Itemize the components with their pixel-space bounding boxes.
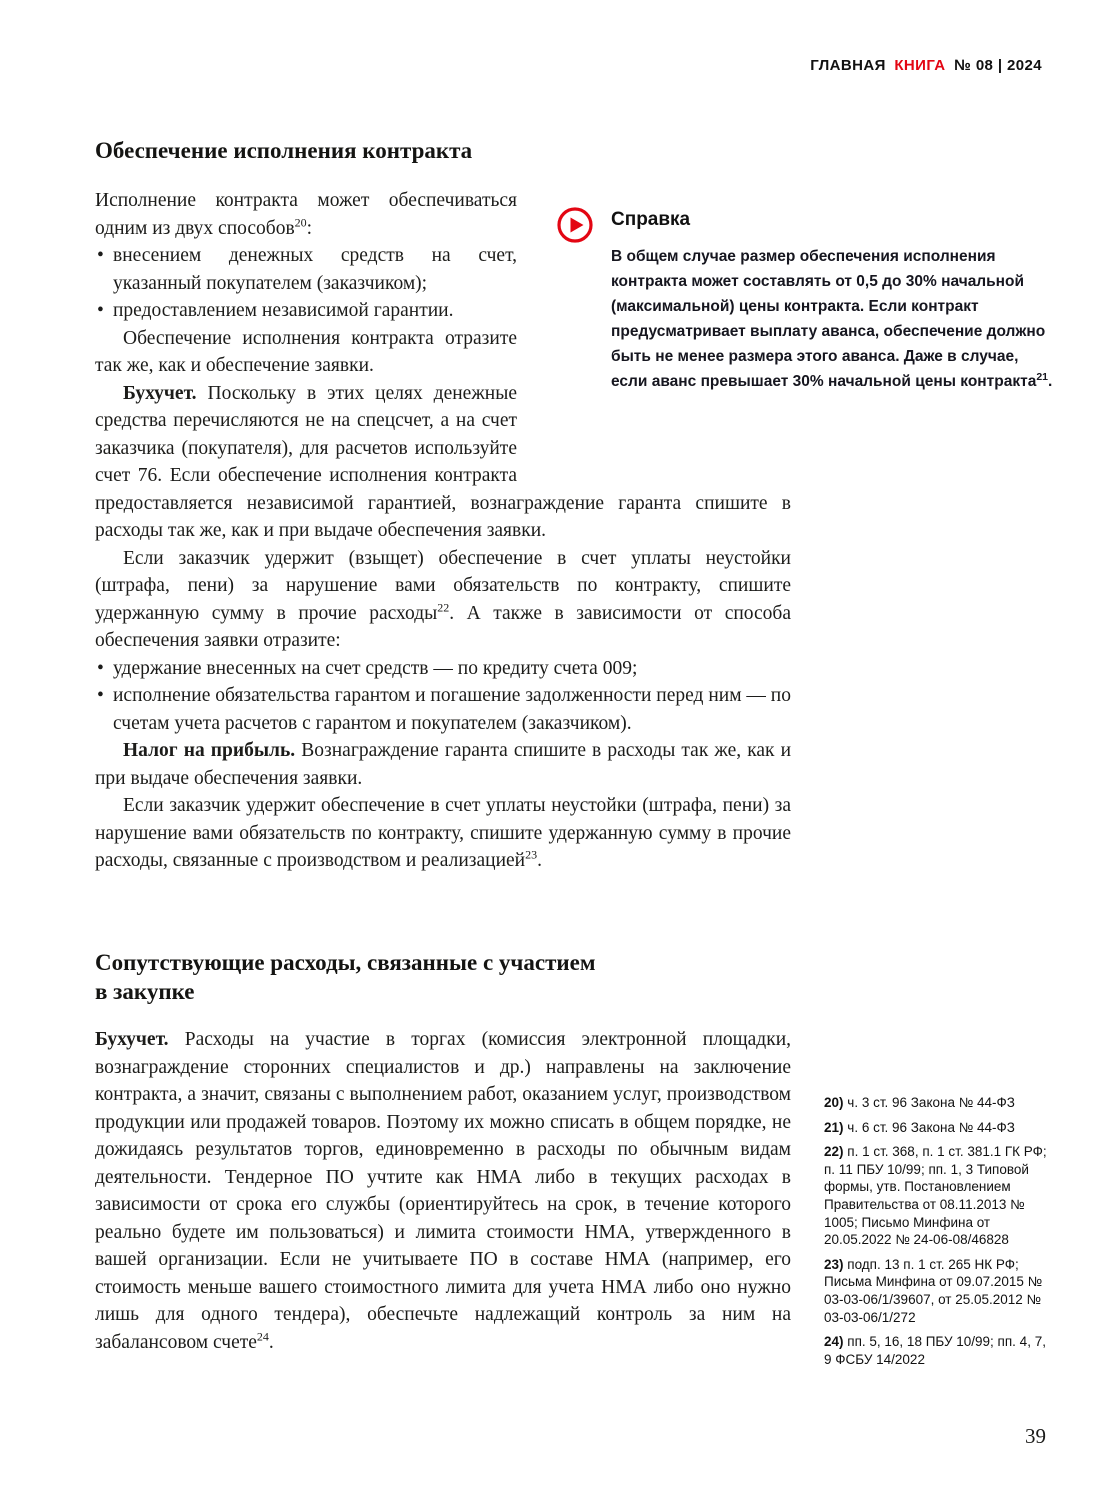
section2-title — [95, 948, 791, 1006]
lead-label: Налог на прибыль. — [123, 740, 296, 761]
text-tail: . — [268, 1331, 274, 1353]
footnote-ref-23: 23 — [525, 847, 538, 862]
text-run: Если заказчик удержит обеспечение в счет уплаты неустойки (штрафа, пени) за нарушение вами обязательств по контракту, спишите удержанную сумму в прочие расходы, связанные с производством и реализацией — [95, 795, 791, 871]
lead-label: Бухучет. — [95, 1029, 169, 1050]
text-tail: . А также в зависимости от способа обеспечения заявки отразите: — [95, 602, 791, 651]
bullet-item: • исполнение обязательства гарантом и погашение задолженности перед ним — по счетам учета расчетов с гарантом и покупателем (заказчиком). — [95, 682, 791, 737]
bullet-item: • предоставлением независимой гарантии. — [95, 297, 791, 325]
footnote-ref-21: 21 — [1036, 370, 1048, 383]
footnote-number: 20) — [824, 1095, 844, 1110]
text-run: Поскольку в этих целях денежные средства перечисляются не на спецсчет, а на счет заказчика (покупателя), для расчетов используйте счет 76. Если обеспечение исполнения контракта предоставляется независимой гарантией, вознаграждение гаранта спишите в расходы так же, как и при выдаче обеспечения заявки. — [95, 382, 791, 541]
page-number: 39 — [1025, 1424, 1046, 1448]
footnote-20 — [824, 1094, 1056, 1112]
footnotes-column — [824, 1094, 1056, 1375]
callout-text-tail: . — [1048, 373, 1053, 390]
text-run: Если заказчик удержит (взыщет) обеспечение в счет уплаты неустойки (штрафа, пени) за нарушение вами обязательств по контракту, спишите удержанную сумму в прочие расходы — [95, 547, 791, 624]
paragraph-buhuchet-2 — [95, 1026, 791, 1356]
footnote-23 — [824, 1256, 1056, 1326]
callout-text-run: В общем случае размер обеспечения исполнения контракта может составлять от 0,5 до 30% начальной (максимальной) цены контракта. Если контракт предусматривает выплату аванса, обеспечение должно быть не менее размера этого аванса. Даже в случае, если аванс превышает 30% начальной цены контракта — [611, 248, 1046, 390]
bullet-item: • удержание внесенных на счет средств — по кредиту счета 009; — [95, 655, 791, 683]
footnote-text: п. 1 ст. 368, п. 1 ст. 381.1 ГК РФ; п. 11 ПБУ 10/99; пп. 1, 3 Типовой формы, утв. Постановлением Правительства от 08.11.2013 № 1005; Письмо Минфина от 20.05.2022 № 24-06-08/46828 — [824, 1144, 1047, 1248]
callout-spacer — [517, 187, 791, 469]
bullet-item: • внесением денежных средств на счет, указанный покупателем (заказчиком); — [95, 242, 791, 297]
footnote-number: 23) — [824, 1256, 844, 1272]
masthead — [810, 57, 1042, 74]
text-run: Расходы на участие в торгах (комиссия электронной площадки, вознаграждение сторонних специалистов и др.) направлены на заключение контракта, а значит, связаны с выполнением работ, оказанием услуг, производством продукции или продажей товаров. Поэтому их можно списать в общем порядке, не дожидаясь результатов торгов, единовременно в расходы по обычным видам деятельности. Тендерное ПО учтите как НМА либо в текущих расходах в зависимости от срока его службы (ориентируйтесь на срок, в течение которого реально будете им пользоваться) и лимита стоимости НМА, утвержденного в вашей организации. Если не учитываете ПО в составе НМА (например, его стоимость меньше вашего стоимостного лимита для учета НМА либо оно нужно лишь для одного тендера), обеспечьте надлежащий контроль за ним на забалансовом счете — [95, 1029, 792, 1353]
footnote-text: ч. 3 ст. 96 Закона № 44-ФЗ — [847, 1095, 1015, 1110]
footnote-ref-24: 24 — [256, 1329, 269, 1343]
section2-title-line1: Сопутствующие расходы, связанные с участием — [95, 950, 596, 975]
text-tail: : — [306, 217, 313, 239]
bullet-list-1 — [95, 242, 791, 325]
section1-title: Обеспечение исполнения контракта — [95, 138, 473, 163]
section2-title-line2: в закупке — [95, 979, 195, 1004]
paragraph — [95, 792, 791, 875]
section2-block — [95, 948, 791, 1356]
text-run: Исполнение контракта может обеспечиваться одним из двух способов — [95, 190, 517, 239]
issue-number: № 08 | 2024 — [954, 57, 1042, 74]
footnote-number: 24) — [824, 1334, 844, 1350]
footnote-ref-22: 22 — [437, 600, 450, 614]
footnote-text: подп. 13 п. 1 ст. 265 НК РФ; Письма Минфина от 09.07.2015 № 03-03-06/1/39607, от 25.05.2012 № 03-03-06/1/272 — [824, 1256, 1043, 1325]
footnote-24 — [824, 1333, 1056, 1368]
main-text-column — [95, 136, 791, 875]
footnote-text: пп. 5, 16, 18 ПБУ 10/99; пп. 4, 7, 9 ФСБУ 14/2022 — [824, 1334, 1046, 1367]
paragraph-nalog — [95, 737, 791, 792]
text-tail: . — [537, 850, 542, 871]
footnote-number: 22) — [824, 1144, 844, 1160]
brand-word-glavnaya: ГЛАВНАЯ — [810, 57, 886, 74]
paragraph — [95, 545, 791, 655]
footnote-text: ч. 6 ст. 96 Закона № 44-ФЗ — [847, 1119, 1015, 1135]
footnote-number: 21) — [824, 1119, 844, 1135]
brand-word-kniga: КНИГА — [894, 57, 946, 74]
callout-title: Справка — [611, 209, 691, 230]
footnote-21 — [824, 1119, 1056, 1137]
footnote-22 — [824, 1143, 1056, 1249]
footnote-ref-20: 20 — [294, 215, 307, 229]
bullet-list-2 — [95, 655, 791, 738]
lead-label: Бухучет. — [123, 382, 197, 404]
paragraph: Обеспечение исполнения контракта отразите так же, как и обеспечение заявки. — [95, 327, 517, 376]
text-run: Вознаграждение гаранта спишите в расходы так же, как и при выдаче обеспечения заявки. — [95, 740, 792, 789]
